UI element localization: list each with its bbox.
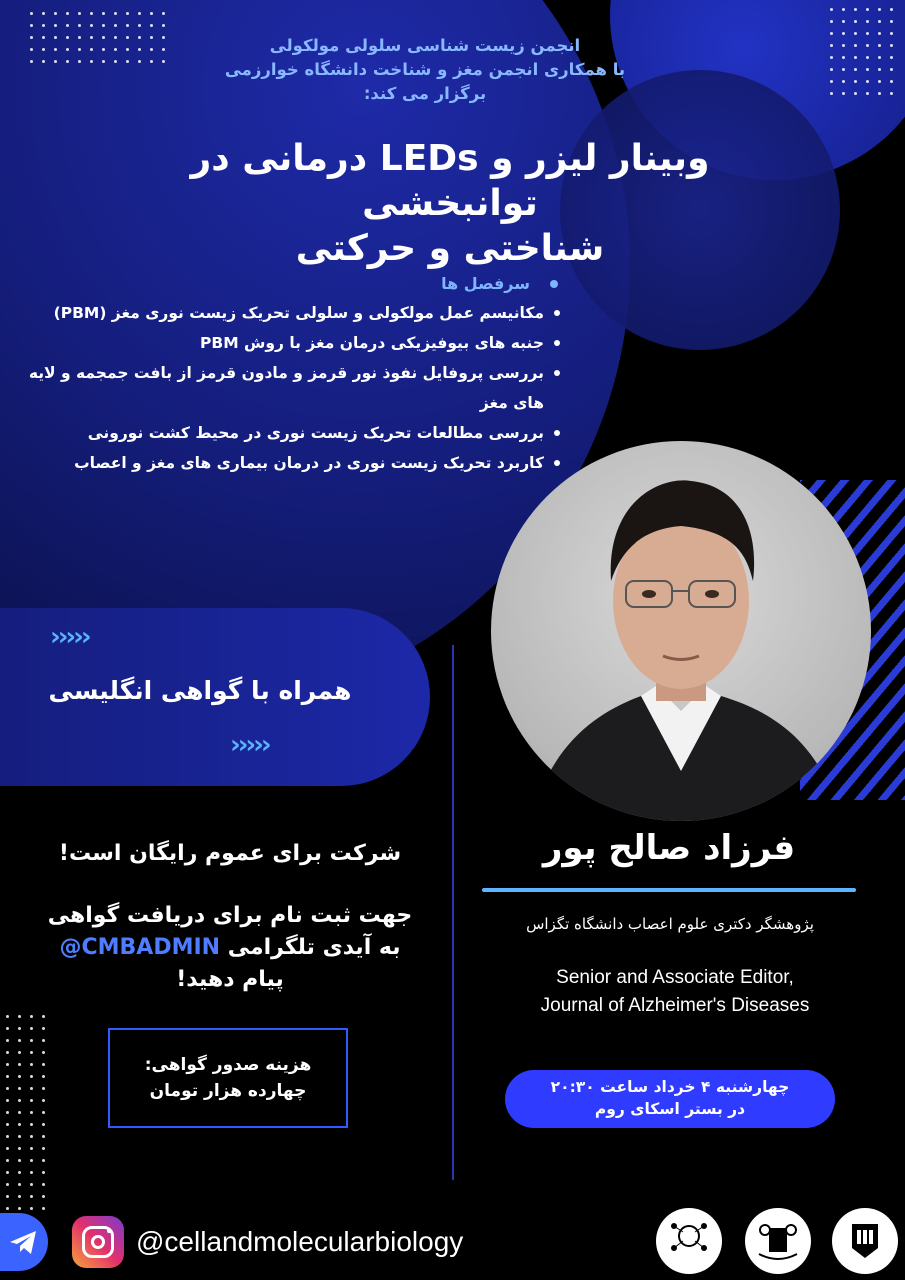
dot [42, 1159, 45, 1162]
title-line-1: وبینار لیزر و LEDs درمانی در توانبخشی [190, 138, 710, 224]
dot [6, 1171, 9, 1174]
dot [30, 1159, 33, 1162]
dot [890, 44, 893, 47]
dot [842, 92, 845, 95]
dot [878, 92, 881, 95]
dot [90, 60, 93, 63]
dot [18, 1087, 21, 1090]
dot [6, 1027, 9, 1030]
dot [30, 1015, 33, 1018]
dot [126, 12, 129, 15]
certificate-fee-box [108, 1028, 348, 1128]
dot-grid-bottom-left [6, 1015, 45, 1210]
dot [102, 24, 105, 27]
dot [890, 20, 893, 23]
registration-line-1: جهت ثبت نام برای دریافت گواهی [47, 903, 413, 928]
dot [30, 1147, 33, 1150]
dot [162, 48, 165, 51]
dot [126, 60, 129, 63]
dot [162, 60, 165, 63]
speaker-portrait-illustration [491, 441, 871, 821]
organizer-line-2: با همکاری انجمن مغز و شناخت دانشگاه خوارزمی [224, 60, 626, 79]
dot [854, 56, 857, 59]
dot [42, 60, 45, 63]
registration-line-3: پیام دهید! [176, 967, 284, 992]
dot [866, 56, 869, 59]
dot [6, 1135, 9, 1138]
dot [878, 8, 881, 11]
brain-network-icon [656, 1208, 722, 1274]
dot [30, 48, 33, 51]
fee-label: هزینه صدور گواهی: [144, 1055, 312, 1075]
instagram-lens [91, 1235, 105, 1249]
dot [6, 1159, 9, 1162]
dot [66, 24, 69, 27]
dot [890, 68, 893, 71]
dot [162, 36, 165, 39]
dot [30, 1063, 33, 1066]
dot [42, 1075, 45, 1078]
dot [830, 56, 833, 59]
dot [878, 68, 881, 71]
dot [842, 32, 845, 35]
telegram-icon[interactable] [0, 1213, 48, 1271]
dot [42, 1111, 45, 1114]
dot [78, 60, 81, 63]
dot [878, 44, 881, 47]
dot [90, 24, 93, 27]
dot [18, 1123, 21, 1126]
dot [30, 1111, 33, 1114]
organizer-line-3: برگزار می کند: [363, 84, 487, 103]
dot [842, 20, 845, 23]
dot [42, 1099, 45, 1102]
dot [866, 44, 869, 47]
dot [138, 12, 141, 15]
dot [890, 56, 893, 59]
topic-item: بررسی پروفایل نفوذ نور قرمز و مادون قرمز از بافت جمجمه و لایه های مغز [18, 358, 566, 418]
dot [42, 1135, 45, 1138]
dot [42, 1087, 45, 1090]
speaker-affiliation: پژوهشگر دکتری علوم اعصاب دانشگاه تگزاس [526, 915, 814, 933]
speaker-name: فرزاد صالح پور [542, 828, 796, 868]
dot [102, 36, 105, 39]
dot [18, 1015, 21, 1018]
speaker-role-line-1: Senior and Associate Editor, [556, 967, 794, 988]
dot [54, 60, 57, 63]
topics-list [18, 298, 566, 478]
dot-grid-top-right [830, 8, 893, 95]
dot [854, 32, 857, 35]
dot [866, 8, 869, 11]
topics-section [18, 270, 566, 478]
dot [842, 68, 845, 71]
dot [66, 60, 69, 63]
dot [842, 80, 845, 83]
dot [30, 1099, 33, 1102]
dot [138, 36, 141, 39]
dot [42, 1207, 45, 1210]
dot [890, 80, 893, 83]
dot [42, 1027, 45, 1030]
dot [878, 80, 881, 83]
dot [30, 1135, 33, 1138]
dot [830, 8, 833, 11]
dot [830, 92, 833, 95]
dot [126, 48, 129, 51]
organizer-text [195, 34, 655, 106]
dot [6, 1183, 9, 1186]
dot [854, 92, 857, 95]
dot [42, 24, 45, 27]
dot [66, 36, 69, 39]
dot-grid-top-left [30, 12, 165, 63]
dot [42, 1039, 45, 1042]
dot [138, 24, 141, 27]
dot [18, 1195, 21, 1198]
schedule-date: چهارشنبه ۴ خرداد ساعت ۲۰:۳۰ [550, 1078, 790, 1096]
dot [866, 20, 869, 23]
dot [54, 12, 57, 15]
dot [90, 36, 93, 39]
dot [830, 44, 833, 47]
instagram-icon[interactable] [72, 1216, 124, 1268]
dot [42, 1063, 45, 1066]
vertical-divider [452, 645, 454, 1180]
fee-amount: چهارده هزار تومان [149, 1081, 307, 1101]
dot [30, 1075, 33, 1078]
dot [126, 36, 129, 39]
dot [890, 8, 893, 11]
instagram-handle[interactable]: @cellandmolecularbiology [136, 1226, 464, 1257]
dot [90, 48, 93, 51]
dot [30, 1087, 33, 1090]
dot [18, 1135, 21, 1138]
dot [30, 1039, 33, 1042]
dot [878, 32, 881, 35]
dot [18, 1075, 21, 1078]
dot [162, 24, 165, 27]
dot [842, 56, 845, 59]
dot [18, 1027, 21, 1030]
dot [42, 1015, 45, 1018]
dot [42, 12, 45, 15]
dot [866, 80, 869, 83]
dot [114, 36, 117, 39]
dot [42, 36, 45, 39]
telegram-plane-icon [0, 1213, 48, 1271]
chevrons-icon: ››››› [230, 730, 269, 760]
dot [150, 36, 153, 39]
dot [890, 32, 893, 35]
dot [6, 1075, 9, 1078]
dot [150, 12, 153, 15]
dot [42, 1051, 45, 1054]
dot [6, 1087, 9, 1090]
dot [78, 36, 81, 39]
dot [54, 36, 57, 39]
dot [78, 24, 81, 27]
dot [42, 1171, 45, 1174]
speaker-role [490, 964, 860, 1020]
webinar-title [100, 136, 800, 271]
society-emblem-icon [745, 1208, 811, 1274]
dot [878, 56, 881, 59]
dot [78, 12, 81, 15]
dot [6, 1123, 9, 1126]
dot [18, 1063, 21, 1066]
dot [18, 1051, 21, 1054]
dot [126, 24, 129, 27]
kharazmi-university-logo [832, 1208, 898, 1274]
dot [138, 60, 141, 63]
dot [18, 1207, 21, 1210]
dot [30, 60, 33, 63]
dot [138, 48, 141, 51]
dot [114, 60, 117, 63]
dot [54, 48, 57, 51]
dot [18, 1039, 21, 1042]
university-crest-icon [832, 1208, 898, 1274]
speaker-photo [491, 441, 871, 821]
dot [30, 1171, 33, 1174]
dot [30, 1207, 33, 1210]
certificate-text: همراه با گواهی انگلیسی [48, 676, 352, 705]
dot [6, 1063, 9, 1066]
dot [830, 68, 833, 71]
dot [866, 32, 869, 35]
free-participation-text: شرکت برای عموم رایگان است! [58, 841, 402, 866]
dot [102, 48, 105, 51]
dot [830, 20, 833, 23]
dot [6, 1147, 9, 1150]
dot [18, 1099, 21, 1102]
dot [30, 1183, 33, 1186]
schedule-badge [505, 1070, 835, 1128]
dot [854, 8, 857, 11]
dot [18, 1159, 21, 1162]
cell-molecular-biology-society-logo [745, 1208, 811, 1274]
dot [866, 68, 869, 71]
dot [150, 60, 153, 63]
dot [842, 8, 845, 11]
brain-cognition-society-logo [656, 1208, 722, 1274]
dot [114, 12, 117, 15]
dot [150, 24, 153, 27]
speaker-underline [482, 888, 856, 892]
dot [42, 1195, 45, 1198]
telegram-id-link[interactable]: @CMBADMIN [59, 935, 221, 960]
dot [854, 80, 857, 83]
dot [42, 48, 45, 51]
dot [66, 12, 69, 15]
dot [6, 1051, 9, 1054]
dot [78, 48, 81, 51]
speaker-role-line-2: Journal of Alzheimer's Diseases [540, 995, 810, 1016]
dot [18, 1183, 21, 1186]
dot [6, 1207, 9, 1210]
dot [842, 44, 845, 47]
dot [114, 48, 117, 51]
dot [66, 48, 69, 51]
topic-item: جنبه های بیوفیزیکی درمان مغز با روش PBM [18, 328, 566, 358]
dot [150, 48, 153, 51]
chevrons-icon: ››››› [50, 622, 89, 652]
dot [830, 80, 833, 83]
dot [42, 1123, 45, 1126]
organizer-line-1: انجمن زیست شناسی سلولی مولکولی [269, 36, 581, 55]
dot [30, 24, 33, 27]
dot [6, 1099, 9, 1102]
dot [102, 12, 105, 15]
dot [30, 1027, 33, 1030]
topics-heading: سرفصل ها [18, 270, 566, 298]
dot [18, 1111, 21, 1114]
dot [114, 24, 117, 27]
dot [30, 1195, 33, 1198]
dot [6, 1195, 9, 1198]
dot [54, 24, 57, 27]
dot [6, 1015, 9, 1018]
dot [90, 12, 93, 15]
dot [854, 44, 857, 47]
registration-line-2 [10, 932, 450, 964]
registration-text [10, 900, 450, 996]
dot [18, 1171, 21, 1174]
dot [830, 32, 833, 35]
instagram-flash [107, 1229, 111, 1233]
dot [878, 20, 881, 23]
topic-item: کاربرد تحریک زیست نوری در درمان بیماری های مغز و اعصاب [18, 448, 566, 478]
topic-item: بررسی مطالعات تحریک زیست نوری در محیط کشت نورونی [18, 418, 566, 448]
dot [102, 60, 105, 63]
topic-item: مکانیسم عمل مولکولی و سلولی تحریک زیست نوری مغز (PBM) [18, 298, 566, 328]
dot [42, 1147, 45, 1150]
dot [18, 1147, 21, 1150]
dot [30, 1123, 33, 1126]
dot [866, 92, 869, 95]
dot [6, 1111, 9, 1114]
schedule-platform: در بستر اسکای روم [594, 1100, 746, 1118]
dot [890, 92, 893, 95]
dot [30, 12, 33, 15]
dot [42, 1183, 45, 1186]
dot [854, 68, 857, 71]
dot [6, 1039, 9, 1042]
registration-line-2-prefix: به آیدی تلگرامی [227, 935, 401, 960]
dot [162, 12, 165, 15]
dot [854, 20, 857, 23]
dot [30, 1051, 33, 1054]
title-line-2: شناختی و حرکتی [295, 228, 605, 269]
dot [30, 36, 33, 39]
